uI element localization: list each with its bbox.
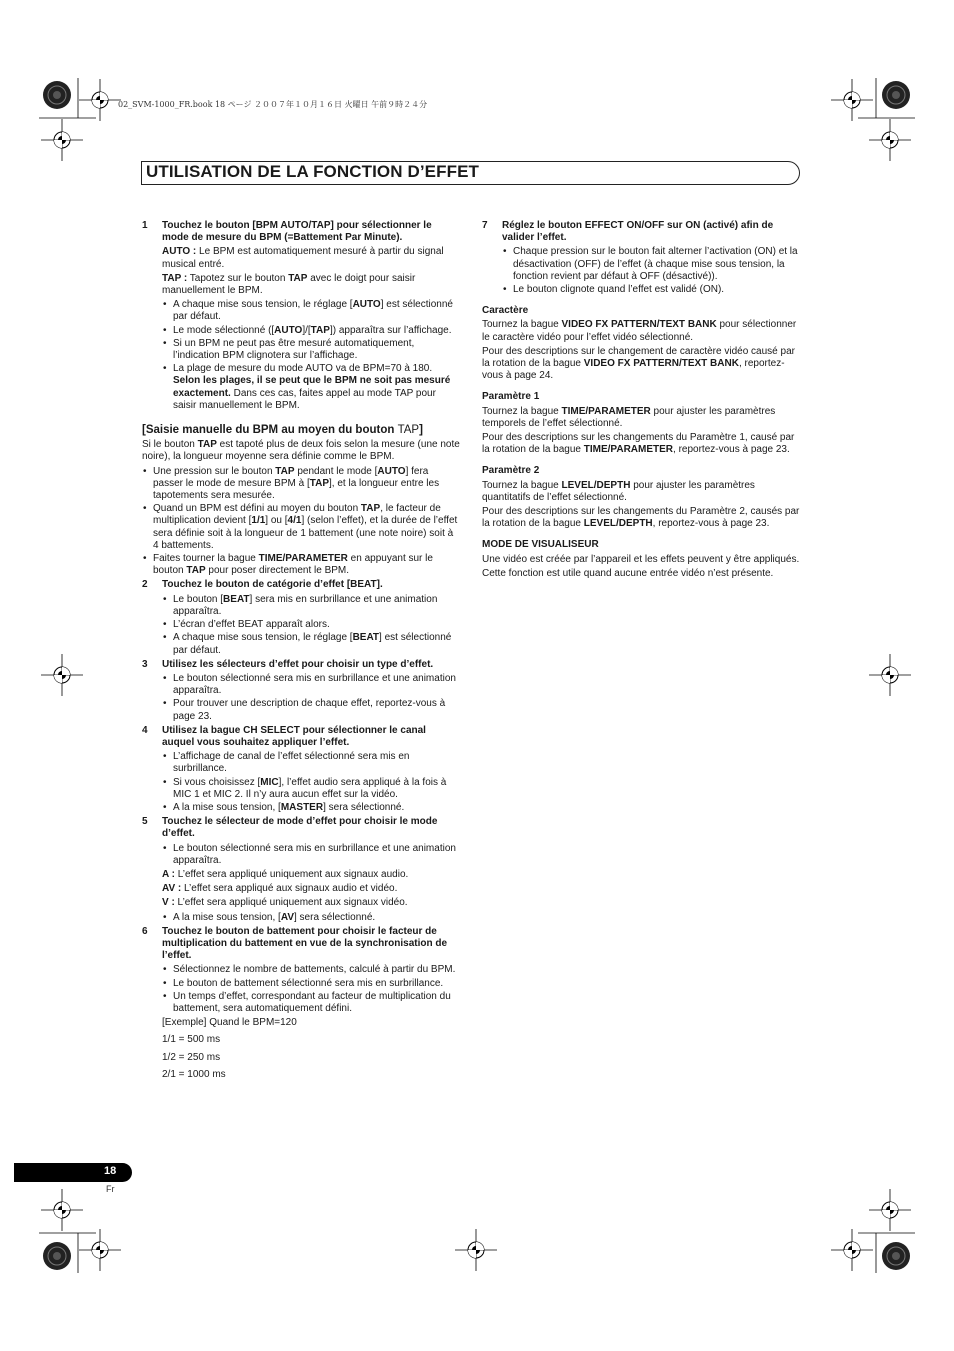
list-item: • Faites tourner la bague TIME/PARAMETER en appuyant sur le bouton TAP pour poser directement le BPM. [153,553,460,577]
step-4-notes [142,751,460,814]
heading-parametre-1: Paramètre 1 [482,391,540,403]
heading-caractere: Caractère [482,305,529,317]
paragraph: Cette fonction est utile quand aucune entrée vidéo n’est présente. [482,567,774,579]
list-item: • Le bouton de battement sélectionné sera mis en surbrillance. [173,978,460,990]
language-code: Fr [106,1184,115,1194]
subsection-heading: [Saisie manuelle du BPM au moyen du bouton TAP] [142,424,423,437]
example-block: [Exemple] Quand le BPM=120 1/1 = 500 ms 1/2 = 250 ms 2/1 = 1000 ms [162,1017,297,1080]
right-column [482,218,800,582]
step-1-notes [142,299,460,412]
subsection-notes [142,466,460,578]
step-7: 7 Réglez le bouton EFFECT ON/OFF sur ON (activé) afin de valider l’effet. [482,220,774,244]
step-2-notes [142,594,460,657]
list-item: • A chaque mise sous tension, le réglage [BEAT] est sélectionné par défaut. [173,632,460,656]
step-5-notes [142,843,460,867]
paragraph: Pour des descriptions sur les changements du Paramètre 2, causés par la rotation de la bague LEVEL/DEPTH, reportez-vous à page 23. [482,506,800,530]
file-header: 02_SVM-1000_FR.book 18 ページ ２００７年１０月１６日 火曜日 午前９時２４分 [118,100,428,109]
heading-parametre-2: Paramètre 2 [482,465,540,477]
page-number: 18 [104,1165,117,1177]
heading-mode-visualiseur: MODE DE VISUALISEUR [482,539,599,551]
step-3-notes [142,673,460,723]
list-item: • L’écran d’effet BEAT apparaît alors. [173,619,460,631]
list-item: • Le bouton sélectionné sera mis en surbrillance et une animation apparaîtra. [173,673,460,697]
list-item: • Chaque pression sur le bouton fait alterner l’activation (ON) et la désactivation (OFF) de l’effet (à chaque mise sous tension, la fonction revient par défaut à OFF (désactivé)). [513,246,800,283]
step-6-notes [142,964,460,1015]
list-item: • A la mise sous tension, [MASTER] sera sélectionné. [173,802,460,814]
list-item: • Si un BPM ne peut pas être mesuré automatiquement, l’indication BPM clignotera sur l’affichage. [173,338,460,362]
paragraph: Une vidéo est créée par l’appareil et les effets peuvent y être appliqués. [482,553,800,565]
step-1: 1 Touchez le bouton [BPM AUTO/TAP] pour sélectionner le mode de mesure du BPM (=Battement Par Minute). [142,220,432,244]
paragraph: Pour des descriptions sur les changements du Paramètre 1, causé par la rotation de la bague TIME/PARAMETER, reportez-vous à page 23. [482,432,795,456]
list-item: • Sélectionnez le nombre de battements, calculé à partir du BPM. [173,964,460,976]
step-4: 4 Utilisez la bague CH SELECT pour sélectionner le canal auquel vous souhaitez appliquer l’effet. [142,724,426,748]
step-3: 3 Utilisez les sélecteurs d’effet pour choisir un type d’effet. [142,658,434,670]
step-5: 5 Touchez le sélecteur de mode d’effet pour choisir le mode d’effet. [142,816,438,840]
paragraph: Si le bouton TAP est tapoté plus de deux fois selon la mesure (une note noire), la longueur moyenne sera définie comme le BPM. [142,439,460,463]
paragraph: Tournez la bague TIME/PARAMETER pour ajuster les paramètres temporels de l’effet sélectionné. [482,405,776,429]
step-5-notes-2 [142,912,460,924]
list-item: • Le bouton sélectionné sera mis en surbrillance et une animation apparaîtra. [173,843,460,867]
step-1-body: AUTO : Le BPM est automatiquement mesuré à partir du signal musical entré. TAP : Tapotez sur le bouton TAP avec le doigt pour saisir manuellement le BPM. [162,246,444,297]
paragraph: Tournez la bague VIDEO FX PATTERN/TEXT BANK pour sélectionner le caractère vidéo pour l’effet vidéo sélectionné. [482,319,797,343]
left-column [142,218,460,1083]
list-item: • La plage de mesure du mode AUTO va de BPM=70 à 180. Selon les plages, il se peut que le BPM ne soit pas mesuré exactement. Dans ces cas, faites appel au mode TAP pour saisir manuellement le BPM. [173,363,460,412]
list-item: • Une pression sur le bouton TAP pendant le mode [AUTO] fera passer le mode de mesure BPM à [TAP], et la longueur entre les tapotements sera mesurée. [153,466,460,503]
list-item: • Le bouton clignote quand l’effet est validé (ON). [513,284,800,296]
step-7-notes [482,246,800,296]
list-item: • A la mise sous tension, [AV] sera sélectionné. [173,912,460,924]
list-item: • Pour trouver une description de chaque effet, reportez-vous à page 23. [173,698,460,722]
step-2: 2 Touchez le bouton de catégorie d’effet [BEAT]. [142,579,383,591]
paragraph: Pour des descriptions sur le changement de caractère vidéo causé par la rotation de la bague VIDEO FX PATTERN/TEXT BANK, reportez-vous à page 24. [482,345,795,382]
list-item: • Le mode sélectionné ([AUTO]/[TAP]) apparaîtra sur l’affichage. [173,325,460,337]
list-item: • A chaque mise sous tension, le réglage [AUTO] est sélectionné par défaut. [173,299,460,323]
list-item: • L’affichage de canal de l’effet sélectionné sera mis en surbrillance. [173,751,460,775]
step-6: 6 Touchez le bouton de battement pour choisir le facteur de multiplication du battement en vue de la synchronisation de l’effet. [142,925,448,962]
page-title: UTILISATION DE LA FONCTION D’EFFET [146,162,479,181]
list-item: • Quand un BPM est défini au moyen du bouton TAP, le facteur de multiplication devient [1/1] ou [4/1] (selon l’effet), et la durée de l’effet sera définie soit à la longueur de 1 battement (une note noire) soit à 4 battements. [153,503,460,552]
list-item: • Si vous choisissez [MIC], l’effet audio sera appliqué à la fois à MIC 1 et MIC 2. Il n’y aura aucun effet sur la vidéo. [173,777,460,801]
step-5-modes: A : L’effet sera appliqué uniquement aux signaux audio. AV : L’effet sera appliqué aux signaux audio et vidéo. V : L’effet sera appliqué uniquement aux signaux vidéo. [162,868,409,909]
paragraph: Tournez la bague LEVEL/DEPTH pour ajuster les paramètres quantitatifs de l’effet sélectionné. [482,479,755,503]
list-item: • Un temps d’effet, correspondant au facteur de multiplication du battement, sera automatiquement défini. [173,991,460,1015]
list-item: • Le bouton [BEAT] sera mis en surbrillance et une animation apparaîtra. [173,594,460,618]
